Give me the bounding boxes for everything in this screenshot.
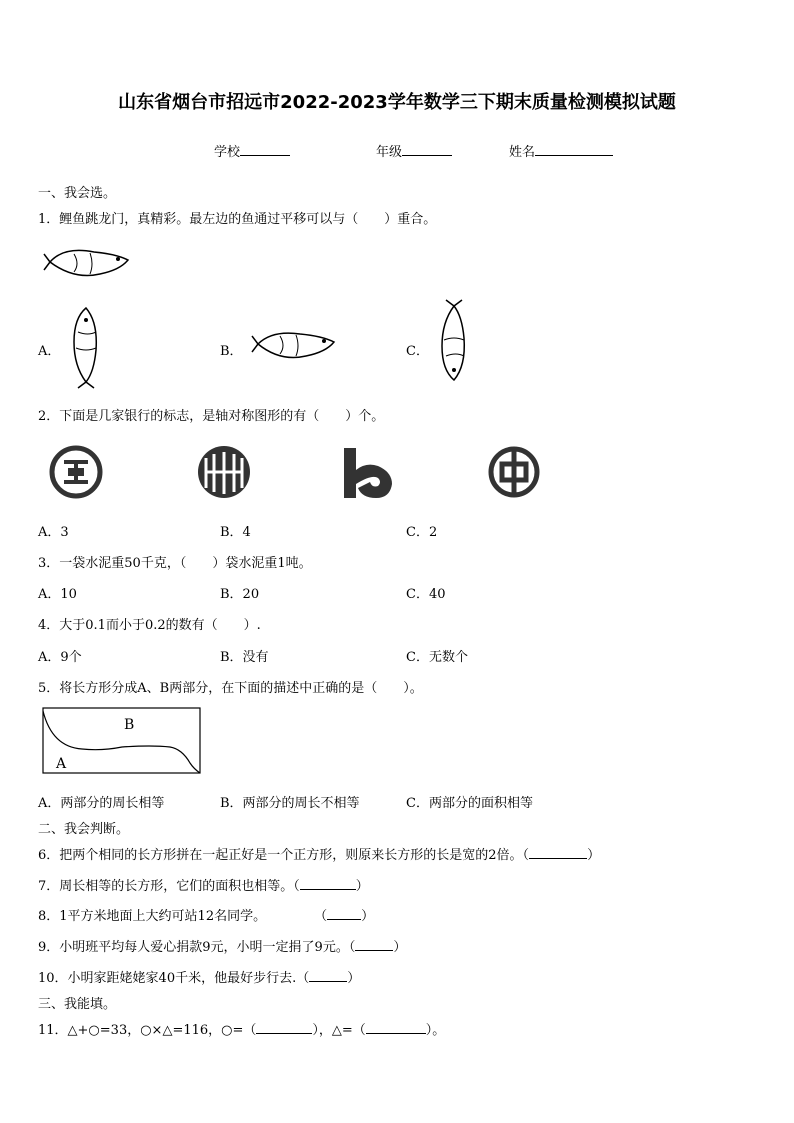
section-heading-3: 三、我能填。 [38,997,117,1012]
question-4: 4．大于0.1而小于0.2的数有（ ）. [38,618,261,633]
q5-option-a[interactable]: A．两部分的周长相等 [38,796,165,811]
school-input[interactable] [240,143,290,156]
school-field [214,141,290,160]
question-3: 3．一袋水泥重50千克，（ ）袋水泥重1吨。 [38,556,312,571]
fish-option-a-icon [64,302,110,388]
bank-logo-3-icon [340,444,396,500]
name-label: 姓名 [509,145,536,160]
q10-answer-blank[interactable] [309,969,347,982]
question-2: 2．下面是几家银行的标志，是轴对称图形的有（ ）个。 [38,409,385,424]
q5-option-c[interactable]: C．两部分的面积相等 [406,796,533,811]
bank-logo-4-icon [486,444,542,500]
q2-option-c[interactable]: C．2 [406,525,438,540]
question-7-text: 7．周长相等的长方形，它们的面积也相等。 [38,879,294,894]
q1-option-b[interactable]: B． [220,344,243,359]
q4-option-c[interactable]: C．无数个 [406,650,468,665]
grade-input[interactable] [402,143,452,156]
q1-option-c[interactable]: C． [406,344,429,359]
name-field [509,141,613,160]
question-11 [38,1019,445,1038]
fish-original-icon [44,242,134,282]
grade-label: 年级 [376,145,403,160]
region-a-label: A [56,756,67,772]
question-10: 10．小明家距姥姥家40千米，他最好步行去.（ ） [38,971,361,986]
q11-triangle-blank[interactable] [366,1021,426,1034]
q9-answer-blank[interactable] [355,938,393,951]
q3-option-c[interactable]: C．40 [406,587,446,602]
q11-part-1: 11．△+○=33，○×△=116，○=（ [38,1023,257,1038]
region-b-label: B [124,717,135,733]
fish-option-b-icon [252,326,338,364]
fish-option-c-icon [432,300,476,386]
school-label: 学校 [214,145,241,160]
question-8-text: 8．1平方米地面上大约可站12名同学。 [38,909,267,924]
q4-option-a[interactable]: A．9个 [38,650,82,665]
q6-answer-blank[interactable] [529,846,587,859]
q11-circle-blank[interactable] [256,1021,312,1034]
name-input[interactable] [535,143,613,156]
section-heading-1: 一、我会选。 [38,186,117,201]
q3-option-a[interactable]: A．10 [38,587,77,602]
q2-option-b[interactable]: B．4 [220,525,251,540]
q11-part-3: ）。 [425,1023,446,1038]
question-6-text: 6．把两个相同的长方形拼在一起正好是一个正方形，则原来长方形的长是宽的2倍。 [38,848,523,863]
q3-option-b[interactable]: B．20 [220,587,260,602]
q7-answer-blank[interactable] [300,877,356,890]
q4-option-b[interactable]: B．没有 [220,650,269,665]
question-6: 6．把两个相同的长方形拼在一起正好是一个正方形，则原来长方形的长是宽的2倍。（ ） [38,848,601,863]
bank-logo-1-icon [48,444,104,500]
question-9-text: 9．小明班平均每人爱心捐款9元，小明一定捐了9元。 [38,940,349,955]
bank-logo-2-icon [196,444,252,500]
q11-part-2: ），△=（ [312,1023,366,1038]
q5-option-b[interactable]: B．两部分的周长不相等 [220,796,360,811]
section-heading-2: 二、我会判断。 [38,822,130,837]
grade-field [376,141,452,160]
page-title: 山东省烟台市招远市2022-2023学年数学三下期末质量检测模拟试题 [118,92,676,113]
question-1: 1．鲤鱼跳龙门，真精彩。最左边的鱼通过平移可以与（ ）重合。 [38,212,437,227]
q8-answer-blank[interactable] [327,907,361,920]
question-9: 9．小明班平均每人爱心捐款9元，小明一定捐了9元。（ ） [38,940,407,955]
question-10-text: 10．小明家距姥姥家40千米，他最好步行去. [38,971,297,986]
question-8: 8．1平方米地面上大约可站12名同学。 （ ） [38,909,375,924]
q2-option-a[interactable]: A．3 [38,525,69,540]
q1-option-a[interactable]: A． [38,344,61,359]
question-7: 7．周长相等的长方形，它们的面积也相等。（ ） [38,879,369,894]
question-5: 5．将长方形分成A、B两部分，在下面的描述中正确的是（ ）。 [38,681,423,696]
